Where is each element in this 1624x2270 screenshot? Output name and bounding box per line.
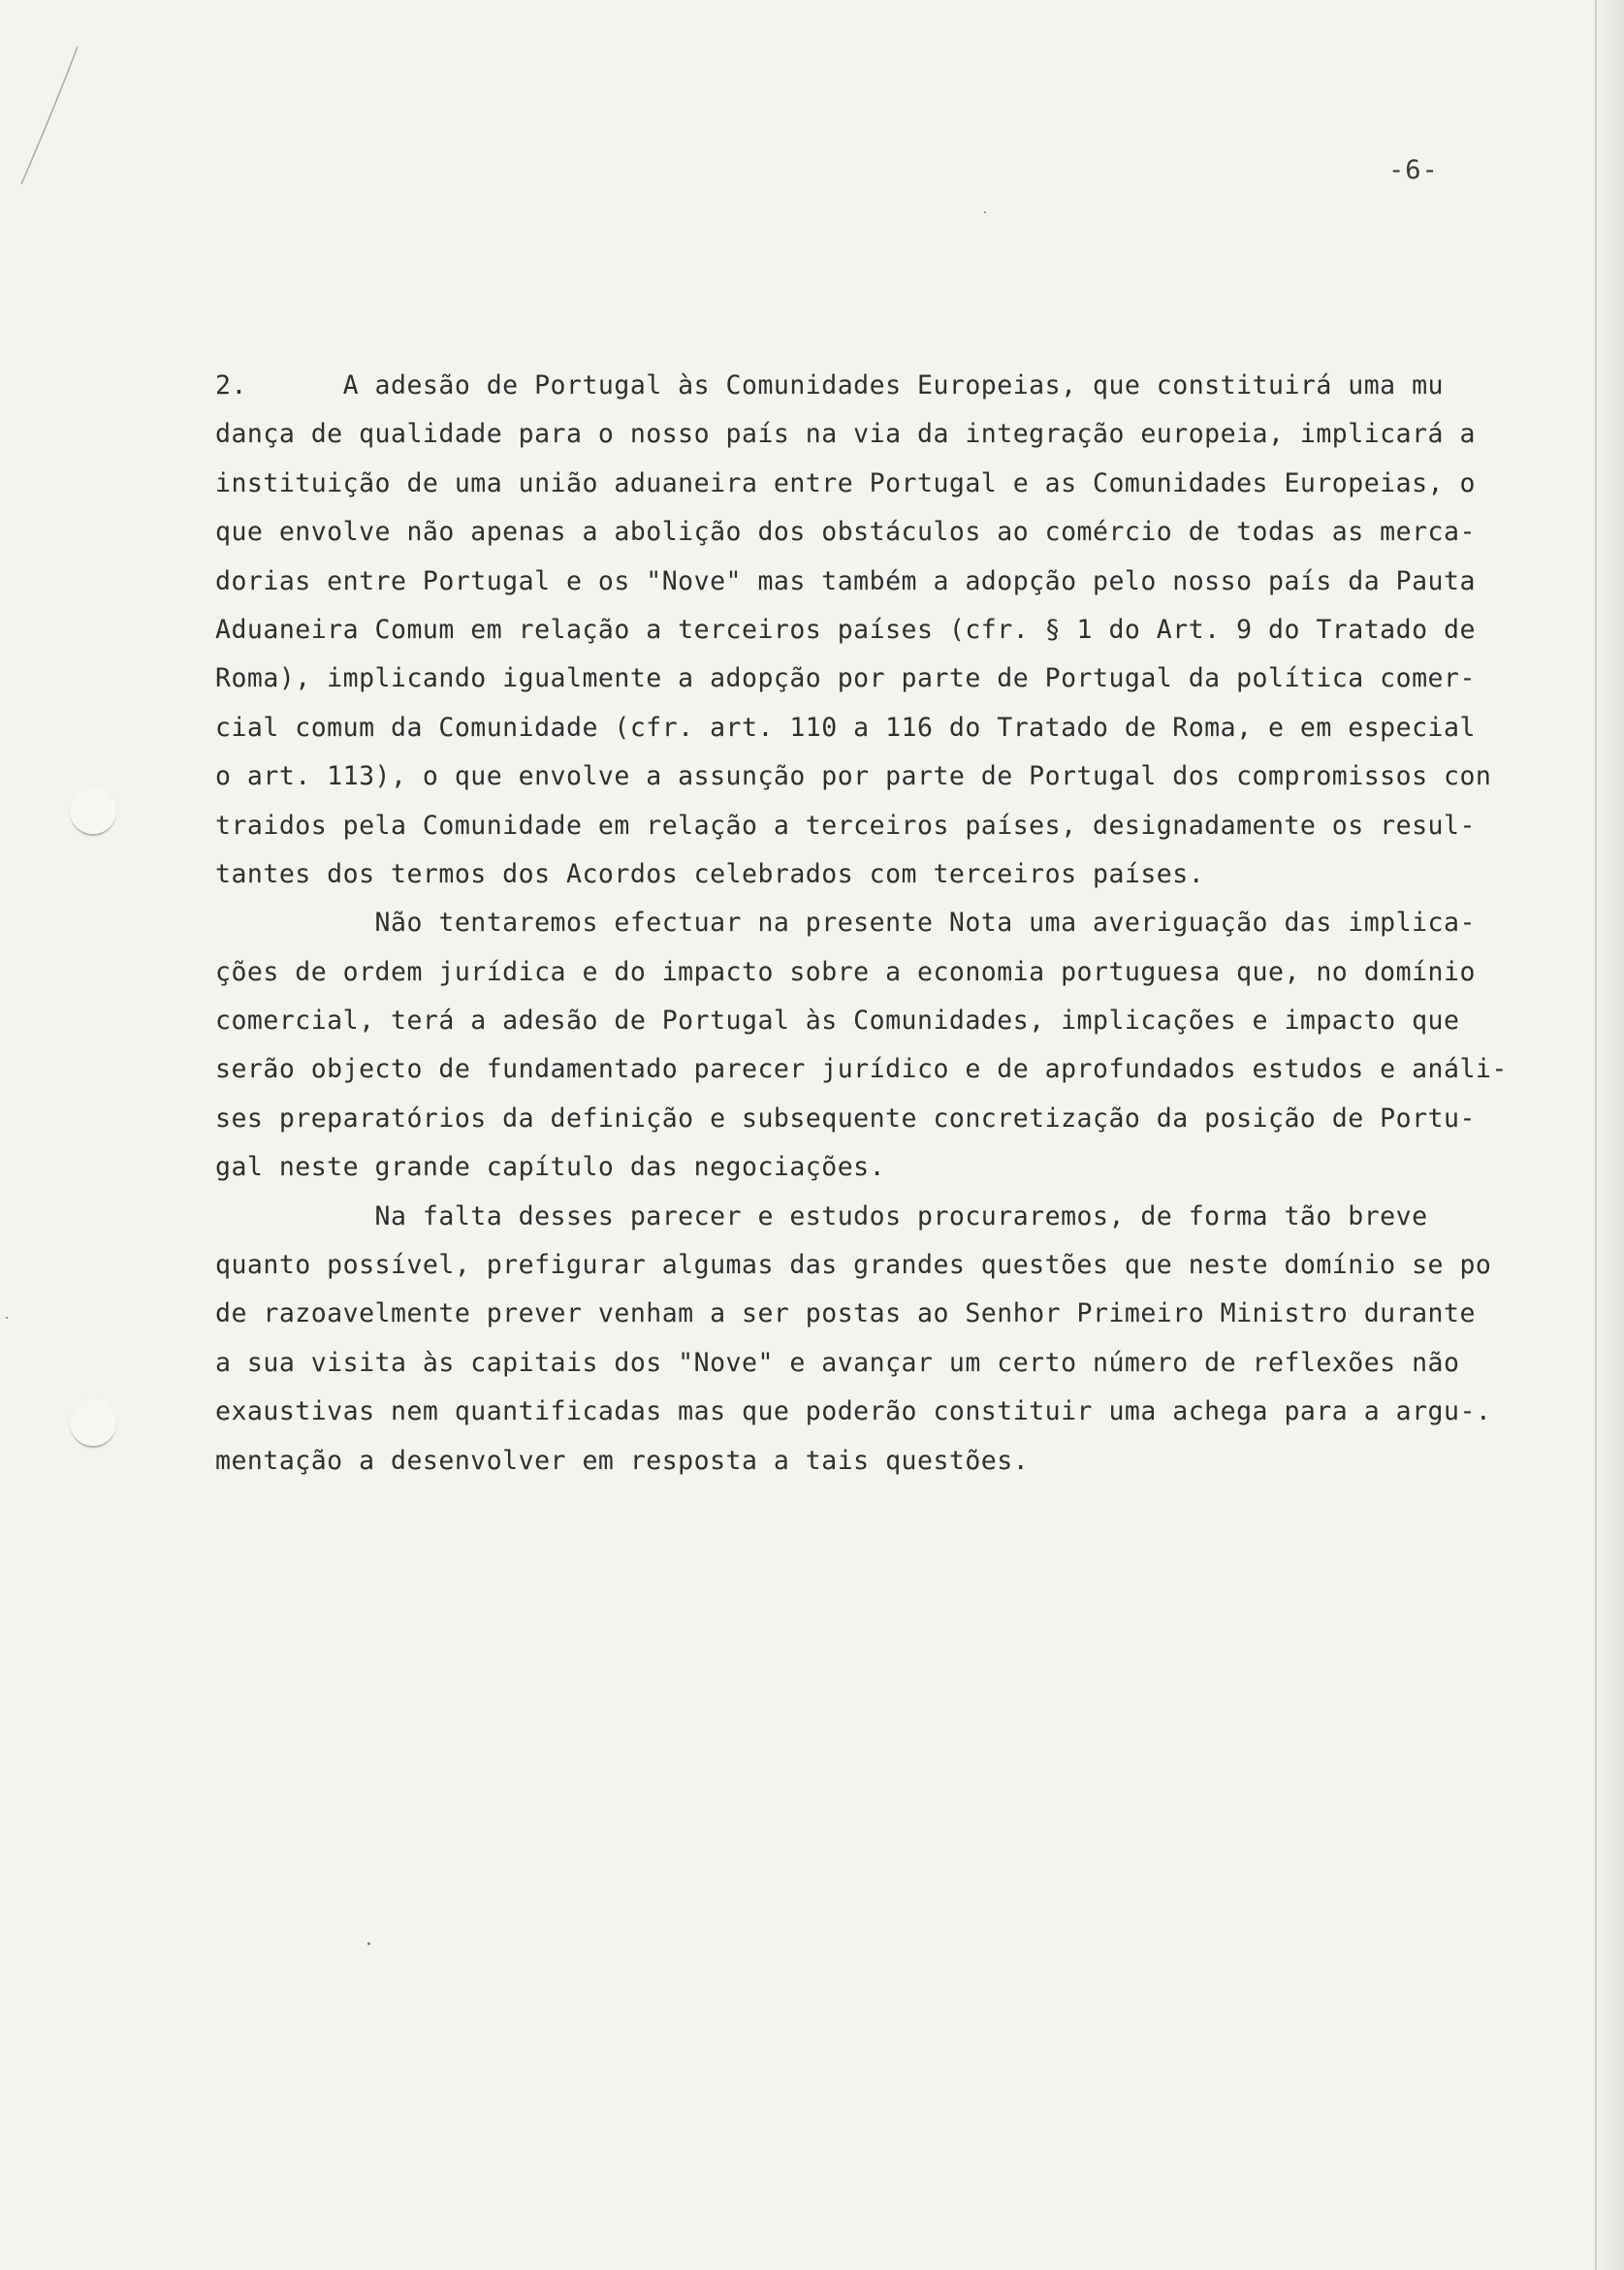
paper-speck (984, 211, 986, 213)
paper-speck (367, 1942, 370, 1945)
text-line: Na falta desses parecer e estudos procuraremos, de forma tão breve (215, 1200, 1428, 1231)
text-line: instituição de uma união aduaneira entre Portugal e as Comunidades Europeias, o (215, 467, 1476, 498)
text-line: ses preparatórios da definição e subsequente concretização da posição de Portu- (215, 1103, 1476, 1134)
pencil-mark (10, 39, 87, 194)
text-line: comercial, terá a adesão de Portugal às Comunidades, implicações e impacto que (215, 1006, 1460, 1037)
page-edge-line (1595, 0, 1597, 2270)
text-line: 2. A adesão de Portugal às Comunidades Europeias, que constituirá uma mu (215, 370, 1444, 400)
text-line: ções de ordem jurídica e do impacto sobre a economia portuguesa que, no domínio (215, 956, 1476, 987)
typed-body-text (215, 362, 1514, 1486)
page-number: -6- (1388, 155, 1439, 185)
text-line: dança de qualidade para o nosso país na via da integração europeia, implicará a (215, 419, 1476, 450)
text-line: Roma), implicando igualmente a adopção por parte de Portugal da política comer- (215, 663, 1476, 694)
punch-hole-top (70, 787, 116, 836)
text-line: Aduaneira Comum em relação a terceiros países (cfr. § 1 do Art. 9 do Tratado de (215, 614, 1476, 645)
paper-speck (6, 1317, 8, 1319)
text-line: de razoavelmente prever venham a ser postas ao Senhor Primeiro Ministro durante (215, 1298, 1476, 1329)
text-line: a sua visita às capitais dos "Nove" e avançar um certo número de reflexões não (215, 1347, 1460, 1378)
punch-hole-bottom (70, 1399, 116, 1448)
text-line: cial comum da Comunidade (cfr. art. 110 a 116 do Tratado de Roma, e em especial (215, 712, 1476, 743)
text-line: tantes dos termos dos Acordos celebrados com terceiros países. (215, 858, 1205, 889)
text-line: gal neste grande capítulo das negociações. (215, 1152, 886, 1183)
text-line: serão objecto de fundamentado parecer jurídico e de aprofundados estudos e análi- (215, 1054, 1508, 1085)
text-line: que envolve não apenas a abolição dos obstáculos ao comércio de todas as merca- (215, 517, 1476, 548)
text-line: Não tentaremos efectuar na presente Nota uma averiguação das implica- (215, 908, 1476, 939)
text-line: dorias entre Portugal e os "Nove" mas também a adopção pelo nosso país da Pauta (215, 565, 1476, 596)
text-line: exaustivas nem quantificadas mas que poderão constituir uma achega para a argu-. (215, 1396, 1492, 1427)
text-line: quanto possível, prefigurar algumas das grandes questões que neste domínio se po (215, 1250, 1492, 1281)
page-edge-shadow (1595, 0, 1624, 2270)
text-line: o art. 113), o que envolve a assunção por parte de Portugal dos compromissos con (215, 761, 1492, 792)
text-line: traidos pela Comunidade em relação a terceiros países, designadamente os resul- (215, 810, 1476, 841)
text-line: mentação a desenvolver em resposta a tais questões. (215, 1445, 1030, 1476)
